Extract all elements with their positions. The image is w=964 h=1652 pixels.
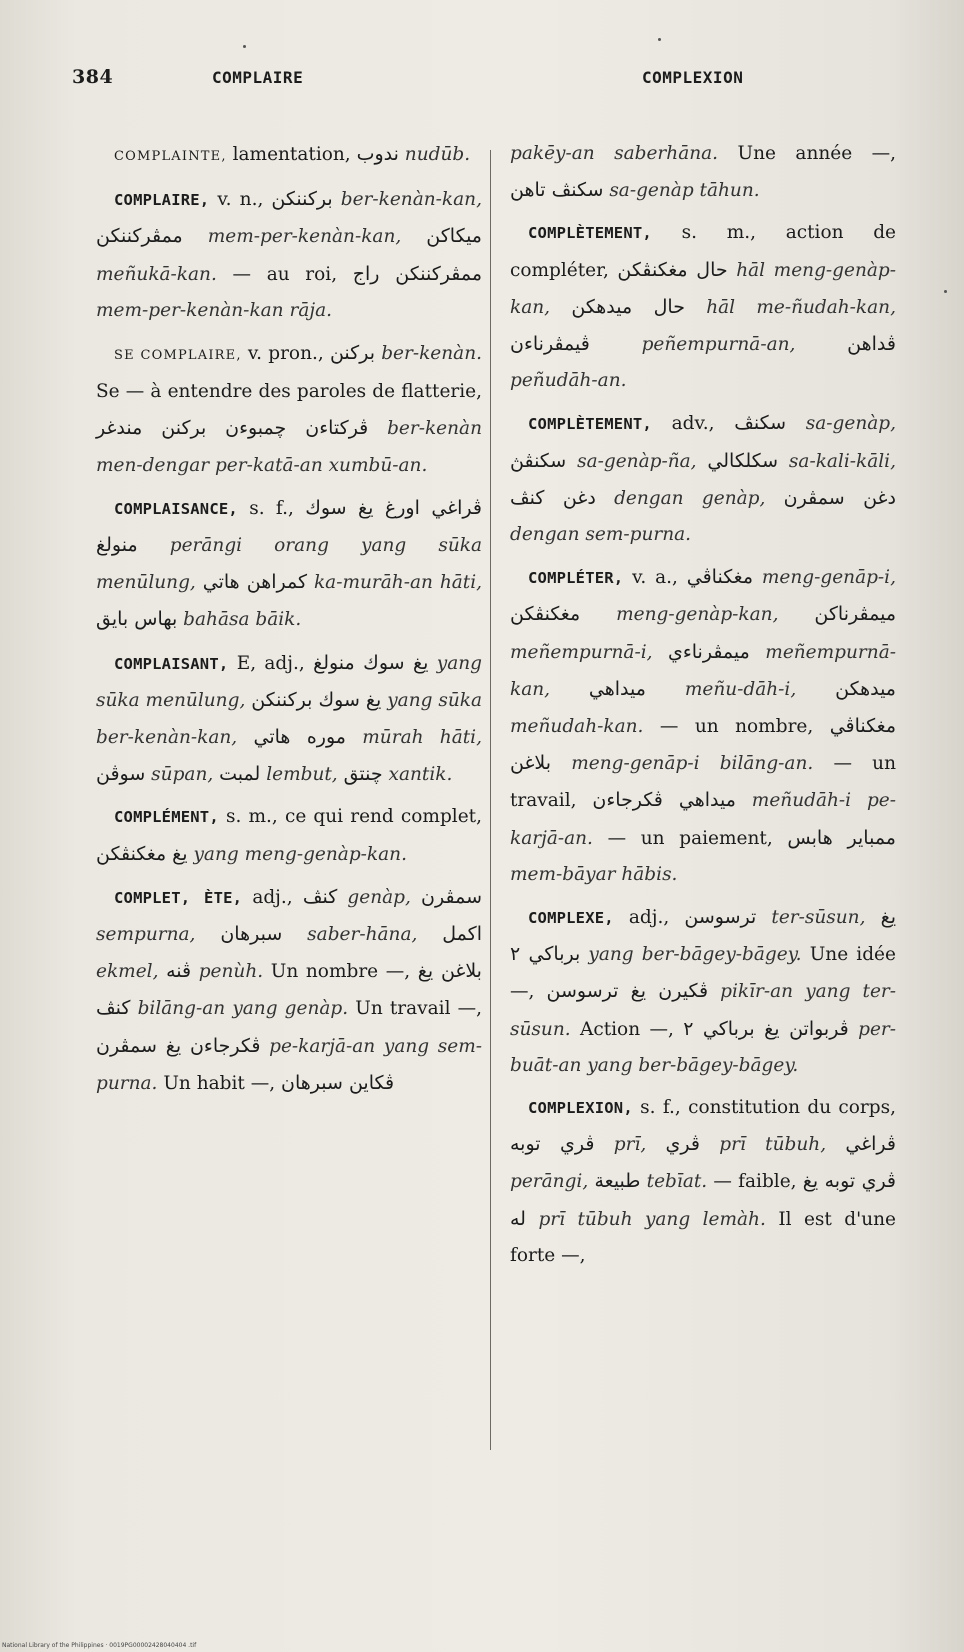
speck <box>944 290 947 293</box>
transliteration: lembut, <box>266 764 338 786</box>
transliteration: bahāsa bāik. <box>183 609 302 631</box>
arabic-text: بركننكن <box>271 188 333 211</box>
transliteration: yang sūka menūlung, <box>96 652 482 711</box>
transliteration: hāl me-ñudah-kan, <box>706 296 896 318</box>
part-of-speech: adv., <box>671 413 715 435</box>
arabic-text: ميدهكن <box>835 677 896 700</box>
arabic-text: بركنن <box>329 342 375 365</box>
transliteration: per-buāt-an yang ber-bāgey-bāgey. <box>510 1018 897 1076</box>
part-of-speech: v. n., <box>217 189 264 211</box>
part-of-speech: s. f., <box>249 497 294 519</box>
sub-sense: Action —, <box>579 1018 674 1040</box>
arabic-text: ميداهي ڤكرجاءن <box>592 789 736 812</box>
arabic-text: كنڤ <box>302 885 338 908</box>
definition: Se — à entendre des paroles de flatterie, <box>96 381 482 403</box>
arabic-text: بلاغن يغ كنڤ <box>96 960 482 1020</box>
speck <box>658 38 661 41</box>
part-of-speech: v. a., <box>632 567 678 589</box>
entry-complainte <box>96 136 482 175</box>
transliteration: sempurna, <box>96 924 196 946</box>
arabic-text: طبيعة <box>594 1170 641 1193</box>
transliteration: pe-karjā-an yang sem-purna. <box>96 1035 482 1094</box>
entry-completement-adverb <box>510 405 896 553</box>
transliteration: dengan genàp, <box>614 487 766 509</box>
arabic-text: لمبت <box>219 763 261 786</box>
arabic-text: مغكناڤي <box>686 566 754 589</box>
arabic-text: سمڤرن <box>421 885 482 908</box>
headword: COMPLÉMENT, <box>114 808 219 827</box>
arabic-text: ممڤركننكن <box>96 225 183 248</box>
arabic-text: ڤيمڤرناءن <box>510 333 590 356</box>
arabic-text: حال ميدهكن <box>571 295 685 318</box>
arabic-text: سكنڤ تاهن <box>510 179 604 202</box>
sub-sense: — faible, <box>713 1171 797 1193</box>
arabic-text: ندوب <box>356 143 399 165</box>
transliteration: meñempurnā-i, <box>510 641 653 663</box>
transliteration: dengan sem-purna. <box>510 524 692 546</box>
transliteration: yang meng-genàp-kan. <box>193 843 407 865</box>
sub-sense: Il est d'une forte —, <box>510 1208 896 1266</box>
transliteration: saber-hāna, <box>307 924 418 946</box>
transliteration: hāl meng-genàp-kan, <box>510 259 897 318</box>
arabic-text: موره هاتي <box>253 726 346 749</box>
headword: COMPLAIRE, <box>114 191 210 210</box>
transliteration: meñukā-kan. <box>96 263 217 285</box>
entry-complet <box>96 879 482 1102</box>
arabic-text: يغ برباكي ٢ <box>510 906 896 966</box>
transliteration: ber-kenàn men-dengar per-katā-an xumbū-an. <box>96 418 482 476</box>
transliteration: ka-murāh-an hāti, <box>313 572 482 594</box>
arabic-text: بركنن مندغر <box>96 417 207 440</box>
transliteration: tebīat. <box>646 1171 708 1193</box>
transliteration: pakēy-an saberhāna. <box>510 143 719 164</box>
transliteration: ter-sūsun, <box>771 907 866 929</box>
transliteration: meng-genāp-i bilāng-an. <box>571 753 814 775</box>
arabic-text: ميكاكن <box>426 225 482 248</box>
transliteration: peñudāh-an. <box>510 370 627 392</box>
entry-completer <box>510 559 896 893</box>
arabic-text: ڤري <box>665 1133 700 1156</box>
arabic-text: ممباير هابس <box>787 826 896 849</box>
transliteration: meñempurnā-kan, <box>510 641 896 700</box>
entry-complaire <box>96 181 482 329</box>
transliteration: ekmel, <box>96 961 159 983</box>
arabic-text: چنتق <box>343 763 383 786</box>
arabic-text: يغ سوك بركننكن <box>251 688 382 711</box>
part-of-speech: v. pron., <box>247 343 324 365</box>
arabic-text: ڤنه <box>166 960 192 983</box>
arabic-text: دغن كنڤ <box>510 486 596 509</box>
left-column <box>96 136 482 1102</box>
headword: COMPLAINTE, <box>114 149 227 164</box>
transliteration: peñempurnā-an, <box>641 334 796 356</box>
part-of-speech: adj., <box>252 886 293 908</box>
headword: SE COMPLAIRE, <box>114 348 242 364</box>
transliteration: perāngi orang yang sūka menūlung, <box>96 535 482 594</box>
transliteration: perāngi, <box>510 1171 589 1193</box>
transliteration: genàp, <box>347 886 411 908</box>
arabic-text: ڤداهن <box>847 333 896 356</box>
transliteration: ber-kenàn. <box>381 343 482 365</box>
transliteration: meñudāh-i pe-karjā-an. <box>510 790 896 849</box>
arabic-text: ميمڤرناءي <box>667 640 750 663</box>
headword: COMPLET, ÈTE, <box>114 888 243 907</box>
headword: COMPLÉTER, <box>528 569 624 588</box>
arabic-text: مغكنڤكن <box>510 603 581 626</box>
transliteration: nudūb. <box>404 144 471 165</box>
headword: COMPLÈTEMENT, <box>528 224 652 243</box>
entry-complaisant <box>96 645 482 794</box>
arabic-text: ڤكاين سبرهان <box>281 1071 395 1094</box>
arabic-text: ڤري توبه يغ له <box>510 1170 897 1230</box>
transliteration: penùh. <box>198 961 264 983</box>
transliteration: prī, <box>613 1134 647 1156</box>
sub-sense: — un paiement, <box>607 827 773 849</box>
gloss: lamentation, <box>232 144 351 165</box>
definition: constitution du corps, <box>688 1097 896 1119</box>
column-divider <box>490 150 491 1450</box>
arabic-text: يغ سوك منولغ <box>313 651 429 674</box>
transliteration: yang ber-bāgey-bāgey. <box>588 944 802 966</box>
part-of-speech: s. m., <box>226 806 278 828</box>
entry-complaisance <box>96 490 482 639</box>
speck <box>243 45 246 48</box>
arabic-text: ڤراغي اورغ يغ سوك منولغ <box>96 496 482 557</box>
sub-sense: Une idée —, <box>510 944 896 1003</box>
transliteration: mem-bāyar hābis. <box>510 863 678 885</box>
arabic-text: ميداهي <box>588 677 646 700</box>
transliteration: yang sūka ber-kenàn-kan, <box>96 689 483 749</box>
scan-footer: National Library of the Philippines · 0019PG00002428040404 .tif <box>2 1642 197 1649</box>
transliteration: meñudah-kan. <box>510 716 644 738</box>
headword: COMPLAISANT, <box>114 654 229 673</box>
arabic-text: بهاس بايق <box>96 608 178 631</box>
transliteration: mem-per-kenàn-kan rāja. <box>96 299 332 321</box>
arabic-text: يغ مغكنڤكن <box>96 842 188 865</box>
transliteration: meng-genàp-kan, <box>616 604 779 626</box>
entry-continuation <box>510 136 896 209</box>
running-head-right: COMPLEXION <box>642 68 744 87</box>
sub-sense: — un travail, <box>510 753 897 812</box>
transliteration: sa-genàp, <box>805 413 896 435</box>
sub-sense: Un habit —, <box>163 1072 276 1094</box>
arabic-text: سكنڤڽ <box>510 449 567 472</box>
page-number: 384 <box>72 66 114 88</box>
arabic-text: سكلكالي <box>707 449 779 472</box>
sub-sense: Un travail —, <box>355 998 482 1020</box>
right-column <box>510 136 896 1274</box>
arabic-text: ميمڤرناكن <box>814 603 896 626</box>
transliteration: prī tūbuh, <box>719 1134 827 1156</box>
sub-sense: Un nombre —, <box>270 961 411 983</box>
headword: COMPLEXION, <box>528 1099 633 1118</box>
part-of-speech: adj., <box>628 907 670 929</box>
arabic-text: ڤري توبه <box>510 1133 595 1156</box>
sub-sense: — au roi, <box>232 263 338 285</box>
transliteration: meñu-dāh-i, <box>684 678 797 700</box>
transliteration: sa-kali-kāli, <box>788 450 896 472</box>
arabic-text: سبرهان <box>220 923 283 946</box>
entry-completement-noun <box>510 215 896 399</box>
transliteration: sa-genàp-ña, <box>577 450 697 472</box>
transliteration: sūpan, <box>151 764 214 786</box>
entry-se-complaire <box>96 335 482 484</box>
transliteration: bilāng-an yang genàp. <box>137 998 349 1020</box>
transliteration: xantik. <box>388 764 453 786</box>
transliteration: prī tūbuh yang lemàh. <box>538 1208 766 1230</box>
transliteration: pikīr-an yang ter-sūsun. <box>510 981 897 1040</box>
arabic-text: ڤراغي <box>845 1133 896 1156</box>
arabic-text: ڤكرجاءن يغ سمڤرن <box>96 1034 261 1057</box>
arabic-text: مغكناڤي بلاغن <box>510 715 896 775</box>
headword: COMPLEXE, <box>528 909 614 928</box>
arabic-text: ترسوسن <box>684 906 757 929</box>
transliteration: mūrah hāti, <box>362 727 482 749</box>
arabic-text: ڤكيرن يغ ترسوسن <box>546 980 709 1003</box>
running-head-left: COMPLAIRE <box>212 68 304 87</box>
definition: ce qui rend complet, <box>284 806 482 828</box>
entry-complexion <box>510 1090 896 1274</box>
arabic-text: ڤربواتن يغ برباكي ٢ <box>683 1017 849 1040</box>
arabic-text: سكنڤ <box>734 412 787 435</box>
entry-complement <box>96 799 482 872</box>
headword: COMPLAISANCE, <box>114 499 238 518</box>
entry-complexe <box>510 899 896 1084</box>
arabic-text: دغن سمڤرن <box>783 486 896 509</box>
arabic-text: ممڤركننكن راج <box>352 262 483 285</box>
definition: action de compléter, <box>510 222 897 281</box>
arabic-text: اكمل <box>442 923 482 946</box>
part-of-speech: s. m., <box>681 222 757 244</box>
arabic-text: حال مغكنڤكن <box>617 258 728 281</box>
transliteration: ber-kenàn-kan, <box>340 189 482 211</box>
transliteration: meng-genāp-i, <box>761 567 896 589</box>
arabic-text: كمراهن هاتي <box>202 571 308 594</box>
headword: COMPLÈTEMENT, <box>528 415 652 434</box>
sub-sense: — un nombre, <box>659 716 814 738</box>
transliteration: sa-genàp tāhun. <box>609 180 760 202</box>
transliteration: mem-per-kenàn-kan, <box>207 226 402 248</box>
arabic-text: سوڤن <box>96 763 146 786</box>
arabic-text: ڤركتاءن چمبوءن <box>225 417 369 440</box>
sub-sense: Une année —, <box>737 143 896 164</box>
part-of-speech: E, adj., <box>236 652 305 674</box>
part-of-speech: s. f., <box>640 1097 681 1119</box>
